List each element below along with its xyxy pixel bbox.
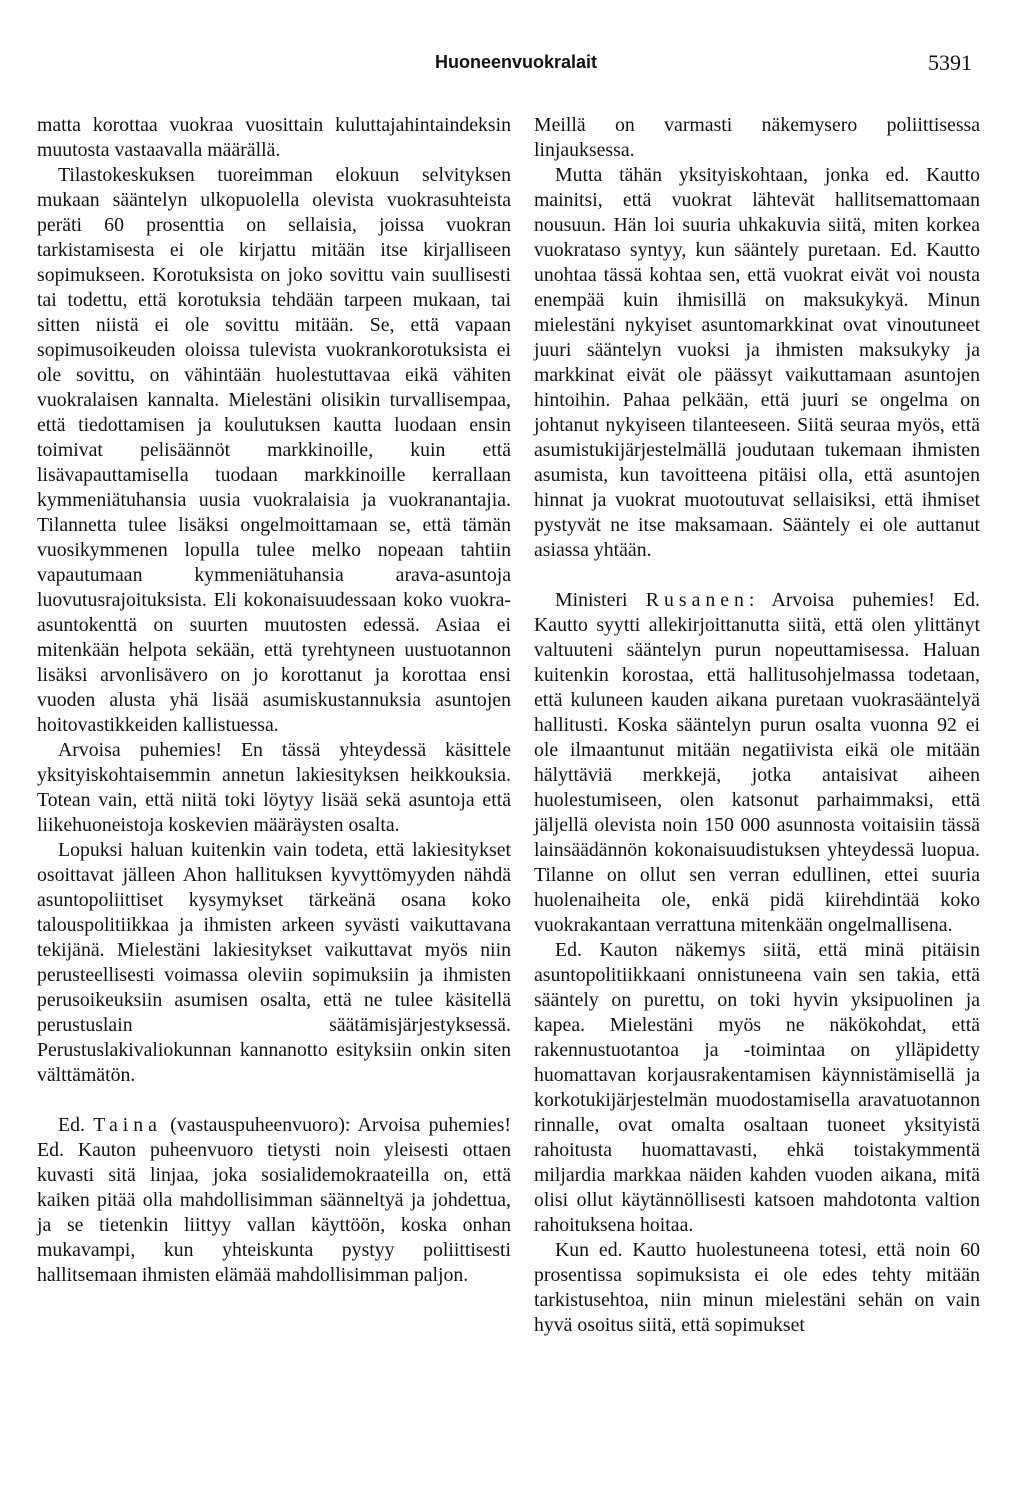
speech-rusanen xyxy=(534,588,980,938)
speaker-title: Ed. xyxy=(58,1114,94,1136)
speaker-name: Rusanen xyxy=(645,589,749,611)
speech-text: : Arvoisa puhemies! Ed. Kautto syytti allekirjoittanutta siitä, että olen ylittänyt valtuuteni sääntelyn purun nopeuttamisessa. Haluan kuitenkin korostaa, että hallitusohjelmassa todetaan, että kuluneen kauden aikana puretaan vuokrasääntelyä hallitusti. Koska sääntelyn purun osalta vuonna 92 ei ole ilmaantunut mitään negatiivista eikä ole mitään hälyttäviä merkkejä, jotka antaisivat aiheen huolestumiseen, olen katsonut parhaimmaksi, että jäljellä olevista noin 150 000 asunnosta voitaisiin tässä lainsäädännön kokonaisuudistuksen yhteydessä luopua. Tilanne on ollut sen verran edullinen, ettei suuria huolenaiheita ole, enkä pidä kiirehdintää koko vuokrakantaan verrattuna mitenkään ongelmallisena. xyxy=(534,589,980,936)
paragraph: Ed. Kauton näkemys siitä, että minä pitäisin asuntopolitiikkaani onnistuneena vain sen takia, että sääntely on purettu, on toki hyvin yksipuolinen ja kapea. Mielestäni myös ne näkökohdat, että rakennustuotantoa ja -toimintaa on ylläpidetty huomattavan korjausrakentamisen käynnistämisellä ja korkotukijärjestelmän muodostamisella aravatuotannon rinnalle, ovat omalta osaltaan tuoneet yksityistä rahoitusta huomattavasti, ehkä toistakymmentä miljardia markkaa näiden kahden vuoden aikana, mitä olisi ollut käytännöllisesti katsoen mahdotonta valtion rahoituksena hoitaa. xyxy=(534,939,980,1236)
right-column xyxy=(534,113,980,1338)
paragraph: Lopuksi haluan kuitenkin vain todeta, että lakiesitykset osoittavat jälleen Ahon hallituksen kyvyttömyyden nähdä asuntopoliittiset kysymykset tärkeänä osana koko talouspolitiikkaa ja ihmisten arkeen syvästi vaikuttavana tekijänä. Mielestäni lakiesitykset vaikuttavat myös niin perusteellisesti voimassa oleviin sopimuksiin ja ihmisten perusoikeuksiin asumisen osalta, että ne tulee käsitellä perustuslain säätämisjärjestyksessä. Perustuslakivaliokunnan kannanotto esityksiin onkin siten välttämätön. xyxy=(37,839,511,1086)
paragraph: Mutta tähän yksityiskohtaan, jonka ed. Kautto mainitsi, että vuokrat lähtevät hallitsemattomaan nousuun. Hän loi suuria uhkakuvia siitä, miten korkea vuokrataso syntyy, kun sääntely puretaan. Ed. Kautto unohtaa tässä kohtaa sen, että vuokrat eivät voi nousta enempää kuin ihmisillä on maksukykyä. Minun mielestäni nykyiset asuntomarkkinat ovat vinoutuneet juuri sääntelyn vuoksi ja ihmisten maksukyky ja markkinat eivät ole päässyt vaikuttamaan asuntojen hintoihin. Pahaa pelkään, että juuri se ongelma on johtanut nykyiseen tilanteeseen. Siitä seuraa myös, että asumistukijärjestelmällä joudutaan tukemaan ihmisten asumista, kun tavoitteena pitäisi olla, että asuntojen hinnat ja vuokrat muotoutuvat sellaisiksi, että ihmiset pystyvät ne itse maksamaan. Sääntely ei ole auttanut asiassa yhtään. xyxy=(534,164,980,561)
page-number: 5391 xyxy=(928,50,972,75)
left-column xyxy=(37,113,511,1288)
speech-text: (vastauspuheenvuoro): Arvoisa puhemies! Ed. Kauton puheenvuoro tietysti noin yleisesti ottaen kuvasti sitä linjaa, joka sosialidemokraateilla on, että kaiken pitää olla mahdollisimman säänneltyä ja johdettua, ja se tietenkin liittyy vallan käyttöön, koska onhan mukavampi, kun yhteiskunta pystyy poliittisesti hallitsemaan ihmisten elämää mahdollisimman paljon. xyxy=(37,1114,511,1286)
speaker-name: Taina xyxy=(93,1114,162,1136)
paragraph: Tilastokeskuksen tuoreimman elokuun selvityksen mukaan sääntelyn ulkopuolella olevista vuokrasuhteista peräti 60 prosenttia on sellaisia, joissa vuokran tarkistamisesta ei ole kirjattu mitään itse kirjalliseen sopimukseen. Korotuksista on joko sovittu vain suullisesti tai todettu, että korotuksia tehdään tarpeen mukaan, tai sitten niistä ei ole sovittu mitään. Se, että vapaan sopimusoikeuden oloissa tulevista vuokrankorotuksista ei ole sovittu, on vähintään huolestuttavaa eikä vähiten vuokralaisen kannalta. Mielestäni olisikin turvallisempaa, että tiedottamisen ja koulutuksen kautta luodaan ensin toimivat pelisäännöt markkinoille, kuin että lisävapauttamisella tuodaan markkinoille kerrallaan kymmeniätuhansia uusia vuokralaisia ja vuokranantajia. Tilannetta tulee lisäksi ongelmoittamaan se, että tämän vuosikymmenen lopulla tulee melko nopeaan tahtiin vapautumaan kymmeniätuhansia arava-asuntoja luovutusrajoituksista. Eli kokonaisuudessaan koko vuokra-asuntokenttä on suurten muutosten edessä. Asiaa ei mitenkään helpota sekään, että tyrehtyneen uustuotannon lisäksi arvonlisävero on jo korottanut ja korottaa ensi vuoden alusta yhä lisää asumiskustannuksia asuntojen hoitovastikkeiden kallistuessa. xyxy=(37,164,511,736)
paragraph: Arvoisa puhemies! En tässä yhteydessä käsittele yksityiskohtaisemmin annetun lakiesityksen heikkouksia. Totean vain, että niitä toki löytyy lisää sekä asuntoja että liikehuoneistoja koskevien määräysten osalta. xyxy=(37,739,511,836)
paragraph: Meillä on varmasti näkemysero poliittisessa linjauksessa. xyxy=(534,114,980,161)
running-title: Huoneenvuokralait xyxy=(435,52,598,72)
speaker-title: Ministeri xyxy=(555,589,646,611)
paragraph: matta korottaa vuokraa vuosittain kuluttajahintaindeksin muutosta vastaavalla määrällä. xyxy=(37,114,511,161)
paragraph: Kun ed. Kautto huolestuneena totesi, että noin 60 prosentissa sopimuksista ei ole edes tehty mitään tarkistusehtoa, niin minun mielestäni sehän on vain hyvä osoitus siitä, että sopimukset xyxy=(534,1239,980,1336)
page-header xyxy=(0,52,1024,82)
speech-taina xyxy=(37,1113,511,1288)
